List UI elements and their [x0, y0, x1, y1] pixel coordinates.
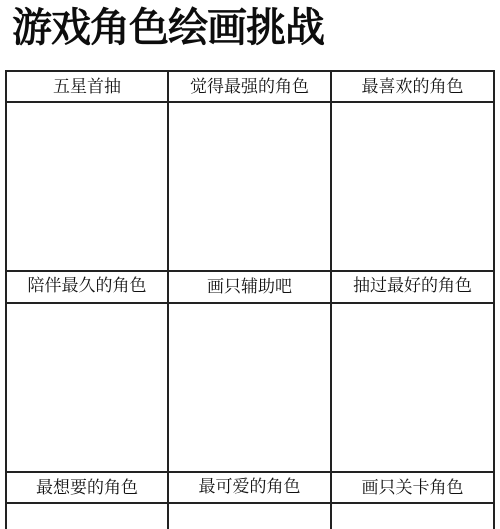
- drawing-box-5[interactable]: [169, 304, 330, 471]
- drawing-box-3[interactable]: [332, 103, 493, 270]
- drawing-grid: [5, 70, 495, 529]
- cell-label-3: 最喜欢的角色: [361, 77, 464, 97]
- cell-label-1: 五星首抽: [53, 77, 121, 97]
- cell-label-2: 觉得最强的角色: [190, 77, 309, 97]
- drawing-box-1[interactable]: [7, 103, 167, 270]
- cell-label-4: 陪伴最久的角色: [27, 276, 147, 296]
- drawing-box-9[interactable]: [332, 504, 493, 529]
- cell-label-5: 画只辅助吧: [207, 277, 292, 297]
- cell-label-8: 最可爱的角色: [198, 477, 301, 497]
- cell-label-7: 最想要的角色: [36, 478, 138, 498]
- page-title: 游戏角色绘画挑战: [12, 5, 324, 51]
- cell-label-9: 画只关卡角色: [361, 478, 464, 498]
- drawing-box-2[interactable]: [169, 103, 330, 270]
- drawing-box-6[interactable]: [332, 304, 493, 471]
- drawing-box-4[interactable]: [7, 304, 167, 471]
- drawing-box-8[interactable]: [169, 504, 330, 529]
- cell-label-6: 抽过最好的角色: [353, 276, 472, 296]
- drawing-box-7[interactable]: [7, 504, 167, 529]
